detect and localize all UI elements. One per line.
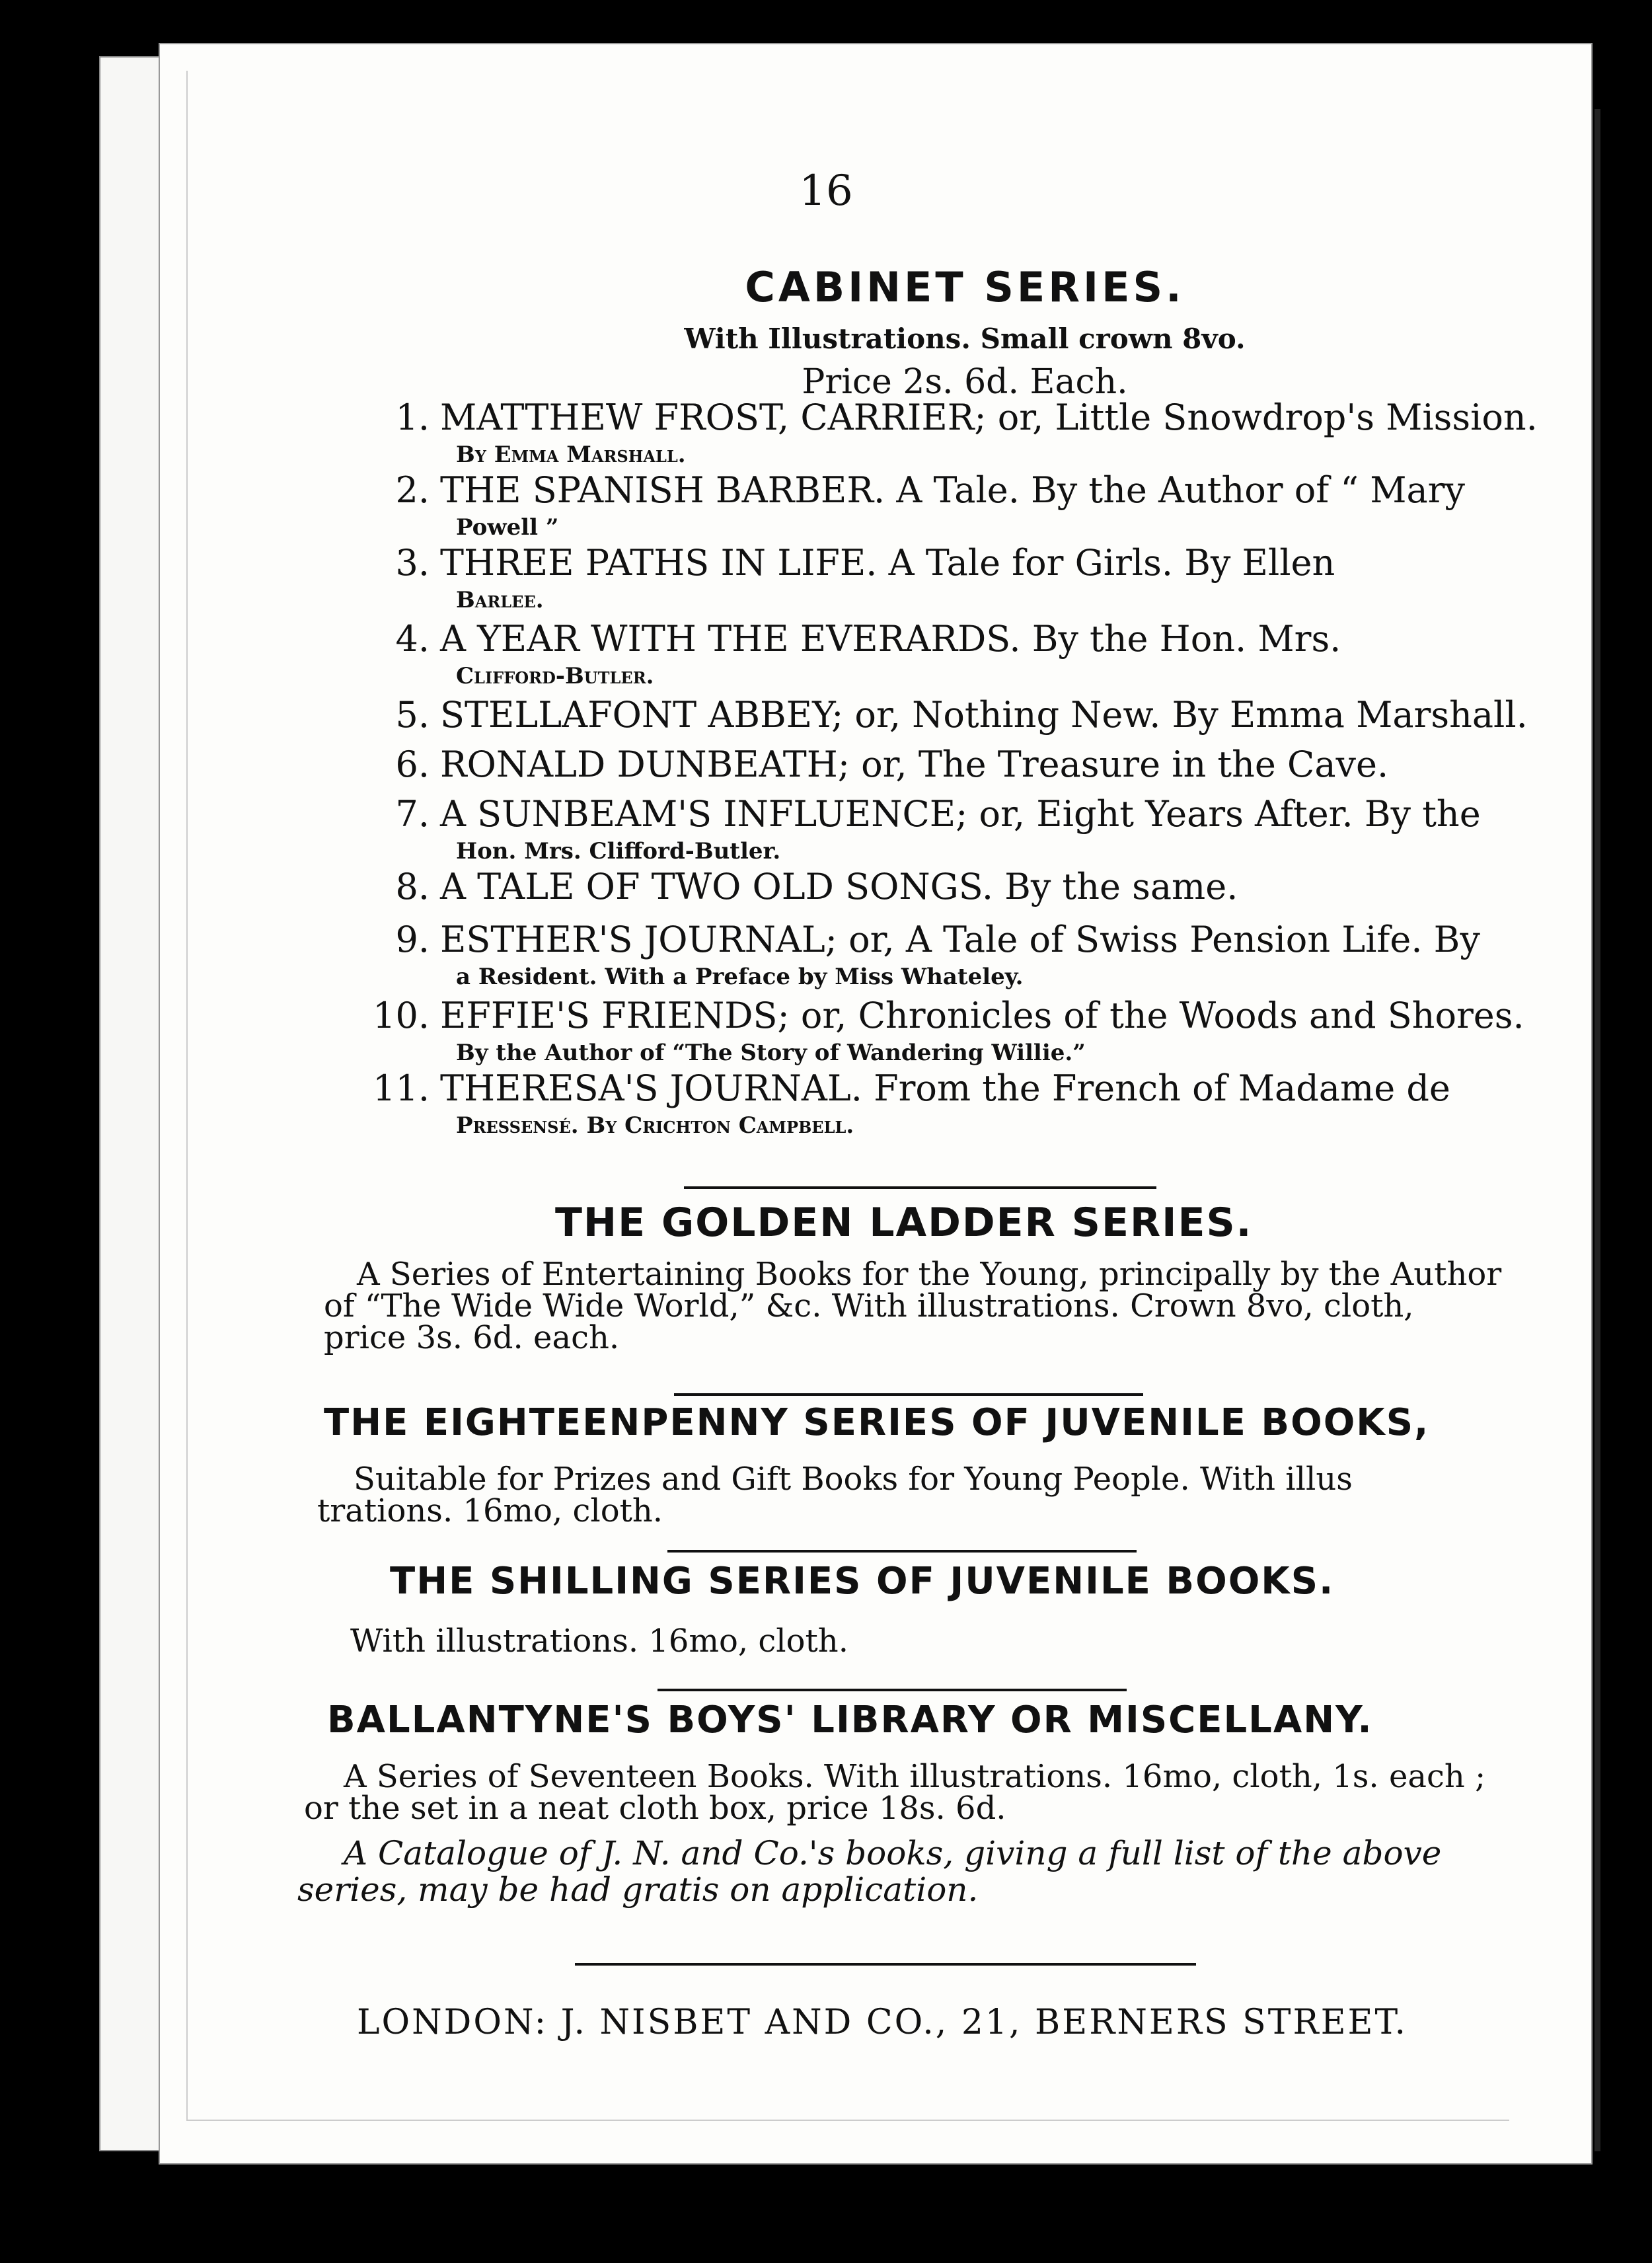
entry-author: a Resident. With a Preface by Miss Whateley. <box>456 964 1024 990</box>
entry-number: 2. <box>395 469 430 511</box>
publisher-imprint: LONDON: J. NISBET AND CO., 21, BERNERS STREET. <box>357 2003 1408 2042</box>
entry-author: Powell ” <box>456 514 559 541</box>
golden-ladder-title: THE GOLDEN LADDER SERIES. <box>555 1200 1253 1246</box>
section-divider <box>674 1393 1143 1396</box>
entry-number: 8. <box>395 866 430 907</box>
section-divider <box>575 1963 1196 1966</box>
entry-title: THERESA'S JOURNAL. From the French of Madame de <box>440 1067 1450 1109</box>
section-divider <box>684 1186 1156 1189</box>
ballantyne-text-2: or the set in a neat cloth box, price 18s. 6d. <box>304 1790 1006 1827</box>
entry-number: 11. <box>373 1067 430 1109</box>
entry-author: Barlee. <box>456 587 544 613</box>
entry-author: Clifford-Butler. <box>456 663 654 689</box>
entry-title: STELLAFONT ABBEY; or, Nothing New. By Emma Marshall. <box>440 694 1528 736</box>
entry-title: THE SPANISH BARBER. A Tale. By the Author of “ Mary <box>440 469 1465 511</box>
page-edge-shadow <box>1595 109 1600 2151</box>
eighteenpenny-text-1: Suitable for Prizes and Gift Books for Young People. With illus <box>354 1461 1353 1498</box>
entry-number: 4. <box>395 618 430 660</box>
entry-author: By Emma Marshall. <box>456 441 686 468</box>
cabinet-series-subtitle: With Illustrations. Small crown 8vo. <box>684 323 1246 355</box>
entry-number: 6. <box>395 744 430 785</box>
entry-title: RONALD DUNBEATH; or, The Treasure in the Cave. <box>440 744 1389 785</box>
page-number: 16 <box>799 167 853 215</box>
entry-title: MATTHEW FROST, CARRIER; or, Little Snowdrop's Mission. <box>440 397 1538 438</box>
catalogue-note-1: A Catalogue of J. N. and Co.'s books, giving a full list of the above <box>344 1834 1442 1872</box>
entry-number: 5. <box>395 694 430 736</box>
entry-number: 9. <box>395 919 430 960</box>
entry-number: 7. <box>395 793 430 835</box>
section-divider <box>667 1550 1137 1553</box>
catalogue-note-2: series, may be had gratis on application. <box>297 1870 979 1909</box>
entry-title: A YEAR WITH THE EVERARDS. By the Hon. Mrs. <box>440 618 1341 660</box>
shilling-title: THE SHILLING SERIES OF JUVENILE BOOKS. <box>390 1560 1335 1603</box>
entry-author: Hon. Mrs. Clifford-Butler. <box>456 838 781 864</box>
entry-number: 3. <box>395 542 430 584</box>
eighteenpenny-text-2: trations. 16mo, cloth. <box>317 1492 663 1529</box>
eighteenpenny-title: THE EIGHTEENPENNY SERIES OF JUVENILE BOOKS, <box>324 1401 1430 1444</box>
entry-title: ESTHER'S JOURNAL; or, A Tale of Swiss Pension Life. By <box>440 919 1480 960</box>
golden-ladder-text-2: of “The Wide Wide World,” &c. With illustrations. Crown 8vo, cloth, <box>324 1287 1414 1324</box>
shilling-text-1: With illustrations. 16mo, cloth. <box>350 1623 848 1660</box>
entry-title: A TALE OF TWO OLD SONGS. By the same. <box>440 866 1238 907</box>
cabinet-series-title: CABINET SERIES. <box>745 263 1185 311</box>
entry-title: EFFIE'S FRIENDS; or, Chronicles of the Woods and Shores. <box>440 995 1524 1036</box>
entry-number: 1. <box>395 397 430 438</box>
entry-author: Pressensé. By Crichton Campbell. <box>456 1112 854 1139</box>
golden-ladder-text-3: price 3s. 6d. each. <box>324 1319 620 1356</box>
entry-author: By the Author of “The Story of Wandering Willie.” <box>456 1040 1086 1066</box>
ballantyne-text-1: A Series of Seventeen Books. With illustrations. 16mo, cloth, 1s. each ; <box>344 1758 1486 1795</box>
golden-ladder-text-1: A Series of Entertaining Books for the Young, principally by the Author <box>357 1256 1502 1293</box>
entry-title: THREE PATHS IN LIFE. A Tale for Girls. By Ellen <box>440 542 1335 584</box>
cabinet-series-price: Price 2s. 6d. Each. <box>802 362 1128 402</box>
entry-title: A SUNBEAM'S INFLUENCE; or, Eight Years After. By the <box>440 793 1481 835</box>
ballantyne-title: BALLANTYNE'S BOYS' LIBRARY OR MISCELLANY. <box>327 1699 1373 1742</box>
section-divider <box>657 1689 1127 1691</box>
entry-number: 10. <box>373 995 430 1036</box>
